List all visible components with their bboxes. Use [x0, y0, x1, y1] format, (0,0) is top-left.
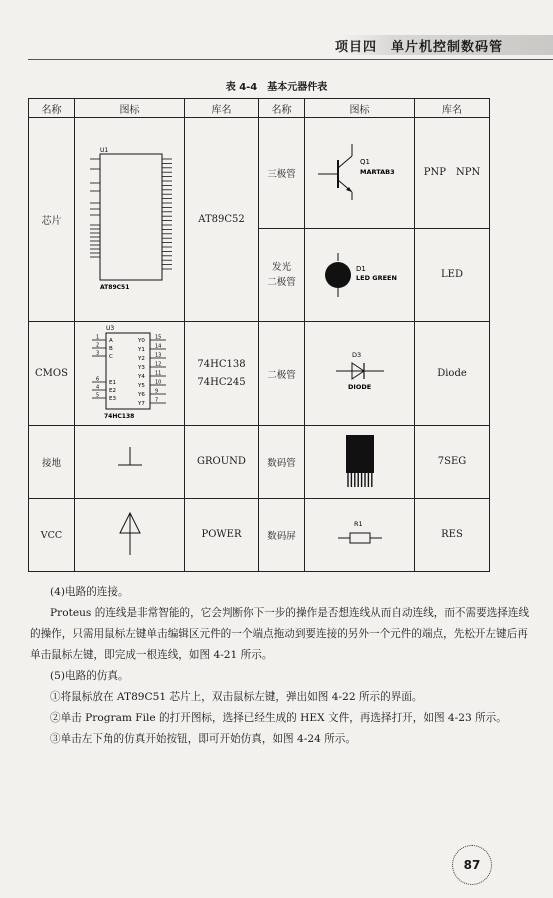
cmos-pin-label: E2: [108, 388, 116, 394]
body-text: [30, 582, 530, 750]
cell-name-ground: 接地: [29, 426, 75, 499]
cmos-pin-number: 15: [154, 334, 161, 341]
cell-icon-led: [305, 229, 415, 322]
q-ref-label: Q1: [359, 157, 370, 166]
lib-74hc138: 74HC138: [197, 358, 246, 370]
cmos-pin-label: Y3: [137, 365, 145, 371]
cmos-pin-label: Y4: [137, 374, 145, 380]
page-number: 87: [452, 845, 492, 885]
paragraph-sim-2: ②单击 Program File 的打开图标，选择已经生成的 HEX 文件，再选择打开，如图 4-23 所示。: [50, 712, 507, 724]
ground-symbol-icon: [78, 441, 182, 481]
resistor-symbol-icon: [308, 514, 412, 554]
cmos-pin-label: B: [108, 346, 113, 352]
cmos-pin-number: 10: [154, 379, 161, 386]
paragraph-step4: (4)电路的连接。: [50, 586, 129, 598]
chapter-title: 项目四 单片机控制数码管: [334, 40, 503, 55]
cmos-pin-label: E1: [108, 380, 116, 386]
res-ref-label: R1: [353, 519, 363, 528]
cell-name-chip: 芯片: [29, 118, 75, 322]
cell-icon-chip: [75, 118, 185, 322]
cmos-pin-number: 14: [154, 343, 161, 350]
cmos-part-label: 74HC138: [103, 413, 134, 420]
chip-symbol-icon: [78, 143, 182, 293]
cell-lib-7seg: 7SEG: [415, 426, 490, 499]
cell-name-diode: [259, 322, 305, 426]
cmos-pin-label: Y2: [137, 356, 145, 362]
cmos-ref-label: U3: [105, 325, 114, 332]
table-row: [29, 499, 490, 572]
cell-lib-cmos: [185, 322, 259, 426]
cell-icon-transistor: [305, 118, 415, 229]
cell-icon-cmos: [75, 322, 185, 426]
cell-name-transistor: [259, 118, 305, 229]
table-header-row: [29, 99, 490, 118]
cmos-pin-number: 6: [95, 376, 99, 383]
cmos-pin-number: 11: [154, 370, 161, 377]
cmos-pin-number: 12: [154, 361, 161, 368]
chip-ref-label: U1: [99, 147, 108, 154]
cmos-pin-number: 3: [95, 350, 99, 357]
col-header-icon: 图标: [75, 99, 185, 118]
led-ref-label: D1: [355, 264, 366, 273]
led-part-label: LED GREEN: [355, 273, 397, 282]
diode-symbol-icon: [308, 347, 412, 397]
paragraph-step5: (5)电路的仿真。: [50, 670, 129, 682]
cmos-pin-number: 4: [95, 384, 99, 391]
cell-name-vcc: VCC: [29, 499, 75, 572]
cmos-pin-number: 9: [154, 388, 158, 395]
cell-lib-res: RES: [415, 499, 490, 572]
cmos-pin-number: 13: [154, 352, 161, 359]
name-led-line1: 发光: [271, 262, 291, 273]
cell-lib-chip: [185, 118, 259, 322]
cmos-pin-number: 5: [95, 392, 99, 399]
cmos-pin-number: 1: [95, 334, 99, 341]
component-table: [28, 98, 490, 572]
name-7seg: 数码管: [267, 458, 296, 469]
cell-name-res: [259, 499, 305, 572]
name-led-line2: 二极管: [267, 277, 296, 288]
cell-name-7seg: [259, 426, 305, 499]
chip-part-label: AT89C51: [99, 284, 129, 291]
led-symbol-icon: [308, 249, 412, 299]
cell-lib-diode: Diode: [415, 322, 490, 426]
lib-chip-name: AT89C52: [198, 213, 245, 225]
header-rule: [28, 59, 553, 60]
col-header-lib-2: 库名: [415, 99, 490, 118]
cell-icon-diode: [305, 322, 415, 426]
cell-icon-ground: [75, 426, 185, 499]
col-header-lib: 库名: [185, 99, 259, 118]
cmos-pin-label: A: [108, 338, 113, 344]
cmos-pin-number: 7: [154, 397, 158, 404]
paragraph-sim-3: ③单击左下角的仿真开始按钮，即可开始仿真，如图 4-24 所示。: [50, 733, 356, 745]
paragraph-connection: Proteus 的连线是非常智能的，它会判断你下一步的操作是否想连线从而自动连线，而不需要选择连线的操作，只需用鼠标左键单击编辑区元件的一个端点拖动到要连接的另外一个元件的端点，先松开左键后再单击鼠标左键，即完成一根连线，如图 4-21 所示。: [30, 607, 530, 661]
table-row: [29, 118, 490, 229]
cmos-pin-label: Y7: [137, 401, 145, 407]
lib-74hc245: 74HC245: [197, 376, 246, 388]
cmos-pin-label: E3: [108, 396, 116, 402]
cell-lib-vcc: POWER: [185, 499, 259, 572]
cell-icon-res: [305, 499, 415, 572]
cell-name-cmos: CMOS: [29, 322, 75, 426]
page-header: [0, 0, 553, 62]
diode-ref-label: D3: [351, 351, 361, 359]
table-row: [29, 426, 490, 499]
cell-icon-vcc: [75, 499, 185, 572]
cell-name-led: [259, 229, 305, 322]
col-header-name: 名称: [29, 99, 75, 118]
q-part-label: MARTAB3: [359, 167, 395, 176]
col-header-name-2: 名称: [259, 99, 305, 118]
cmos-pin-number: 2: [95, 342, 99, 349]
cmos-pin-label: Y1: [137, 347, 145, 353]
cmos-pin-label: C: [108, 354, 113, 360]
cmos-pin-label: Y0: [137, 338, 145, 344]
name-res: 数码屏: [267, 531, 296, 542]
transistor-symbol-icon: [308, 142, 412, 202]
col-header-icon-2: 图标: [305, 99, 415, 118]
cell-icon-7seg: [305, 426, 415, 499]
cmos-decoder-icon: [78, 322, 182, 422]
name-transistor: 三极管: [267, 169, 296, 180]
cell-lib-transistor: PNP NPN: [415, 118, 490, 229]
power-arrow-icon: [78, 509, 182, 559]
name-diode: 二极管: [267, 369, 296, 381]
table-caption: 表 4-4 基本元器件表: [225, 82, 328, 93]
paragraph-sim-1: ①将鼠标放在 AT89C51 芯片上，双击鼠标左键，弹出如图 4-22 所示的界面。: [50, 691, 423, 703]
table-row: [29, 322, 490, 426]
cmos-pin-label: Y6: [137, 392, 145, 398]
cell-lib-led: LED: [415, 229, 490, 322]
diode-part-label: DIODE: [347, 383, 371, 391]
seven-segment-icon: [308, 431, 412, 491]
cmos-pin-label: Y5: [137, 383, 145, 389]
cell-lib-ground: GROUND: [185, 426, 259, 499]
